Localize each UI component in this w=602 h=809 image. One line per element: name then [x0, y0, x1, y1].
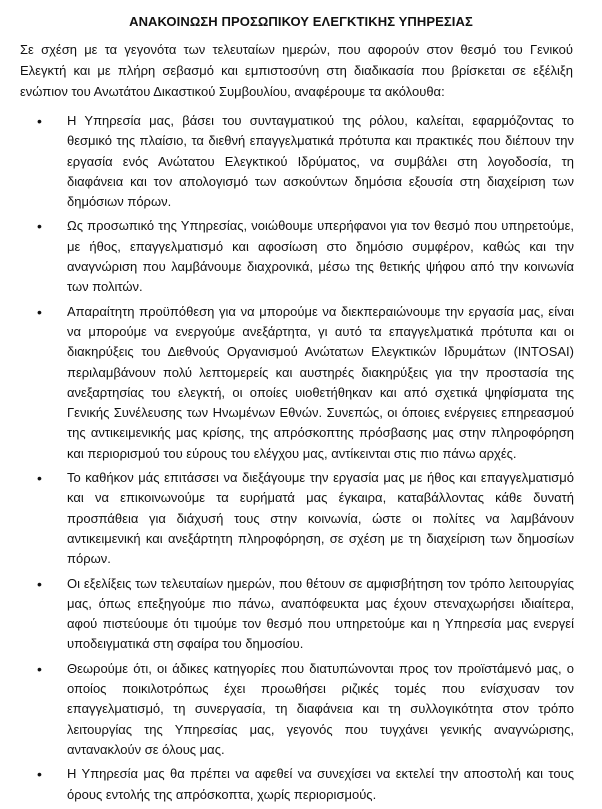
bullet-text: Η Υπηρεσία μας, βάσει του συνταγματικού της ρόλου, καλείται, εφαρμόζοντας το θεσμικό της πλαίσιο, τα διεθνή επαγγελματικά πρότυπα και πρακτικές που διέπουν την εργασία ενός Ανώτατου Ελεγκτικού Ιδρύματος, να συμβάλει στη λογοδοσία, τη διαφάνεια και τον απολογισμό των ασκούντων δημόσια εξουσία στη διαχείριση των δημόσιων πόρων. [67, 113, 574, 210]
bullet-text: Απαραίτητη προϋπόθεση για να μπορούμε να διεκπεραιώνουμε την εργασία μας, είναι να μπορούμε να ενεργούμε ανεξάρτητα, γι αυτό τα επαγγελματικά πρότυπα και οι διακηρύξεις του Διεθνούς Οργανισμού Ανώτατων Ελεγκτικών Ιδρυμάτων (INTOSAI) περιλαμβάνουν πολύ λεπτομερείς και αυστηρές διακηρύξεις για την προστασία της ανεξαρτησίας του ελεγκτή, οι οποίες υιοθετήθηκαν και από σχετικά ψηφίσματα της Γενικής Συνέλευσης των Ηνωμένων Εθνών. Συνεπώς, οι όποιες ενέργειες επηρεασμού της αντικειμενικής μας κρίσης, της απρόσκοπτης πρόσβασης μας στην πληροφόρηση και περιορισμού του εύρους του ελέγχου μας, αντίκεινται στις πιο πάνω αρχές. [67, 303, 574, 461]
bullet-dot-icon: • [37, 113, 42, 129]
bullet-text: Ως προσωπικό της Υπηρεσίας, νοιώθουμε υπερήφανοι για τον θεσμό που υπηρετούμε, με ήθος, επαγγελματισμό και αφοσίωση στο δημόσιο συμφέρον, καθώς και την αναγνώριση που λαμβάνουμε διαχρονικά, μέσω της θετικής ψήφου από την κοινωνία των πολιτών. [67, 218, 574, 295]
bullet-item-accusations [0, 659, 602, 760]
bullet-dot-icon: • [37, 766, 42, 783]
bullet-dot-icon: • [37, 218, 42, 235]
bullet-dot-icon: • [37, 660, 42, 677]
bullet-text: Θεωρούμε ότι, οι άδικες κατηγορίες που διατυπώνονται προς τον προϊστάμενό μας, ο οποίος ποικιλοτρόπως έχει προωθήσει ριζικές τομές που ενίσχυσαν τον επαγγελματισμό, τη συνεργασία, τη διαφάνεια και τη συλλογικότητα στον τρόπο λειτουργίας της Υπηρεσίας μας, γεγονός που τυγχάνει γενικής αναγνώρισης, αντανακλούν σε όλους μας. [67, 660, 574, 757]
bullet-dot-icon: • [37, 470, 42, 487]
bullet-text: Η Υπηρεσία μας θα πρέπει να αφεθεί να συνεχίσει να εκτελεί την αποστολή και τους όρους εντολής της απρόσκοπτα, χωρίς περιορισμούς. [67, 766, 574, 802]
bullet-dot-icon: • [37, 575, 42, 592]
bullet-item-mission [0, 764, 602, 805]
bullet-item-duty [0, 468, 602, 569]
bullet-item-pride [0, 216, 602, 297]
bullet-text: Οι εξελίξεις των τελευταίων ημερών, που θέτουν σε αμφισβήτηση τον τρόπο λειτουργίας μας, όπως επεξηγούμε πιο πάνω, αναπόφευκτα μας έχουν στεναχωρήσει ιδιαίτερα, αφού πιστεύουμε ότι τιμούμε τον θεσμό που υπηρετούμε και η Υπηρεσία μας ενεργεί υποδειγματικά στη σφαίρα του δημοσίου. [67, 575, 574, 652]
document-title: ΑΝΑΚΟΙΝΩΣΗ ΠΡΟΣΩΠΙΚΟΥ ΕΛΕΓΚΤΙΚΗΣ ΥΠΗΡΕΣΙΑΣ [129, 14, 473, 29]
statement-bullet-list [0, 111, 602, 809]
bullet-dot-icon: • [37, 303, 42, 320]
bullet-item-role [0, 111, 602, 212]
bullet-text: Το καθήκον μάς επιτάσσει να διεξάγουμε την εργασία μας με ήθος και επαγγελματισμό και να επικοινωνούμε τα ευρήματά μας έγκαιρα, καταβάλλοντας κάθε δυνατή προσπάθεια για διάχυσή τους στην κοινωνία, ώστε οι πολίτες να λαμβάνουν αντικειμενική και ανεξάρτητη πληροφόρηση, σε σχέση με τη διαχείριση των δημοσίων πόρων. [67, 470, 574, 567]
bullet-item-developments [0, 574, 602, 655]
bullet-item-independence [0, 302, 602, 464]
intro-paragraph: Σε σχέση με τα γεγονότα των τελευταίων ημερών, που αφορούν στον θεσμό του Γενικού Ελεγκτή και με πλήρη σεβασμό και εμπιστοσύνη στη διαδικασία που βρίσκεται σε εξέλιξη ενώπιον του Ανωτάτου Δικαστικού Συμβουλίου, αναφέρουμε τα ακόλουθα: [20, 42, 573, 99]
